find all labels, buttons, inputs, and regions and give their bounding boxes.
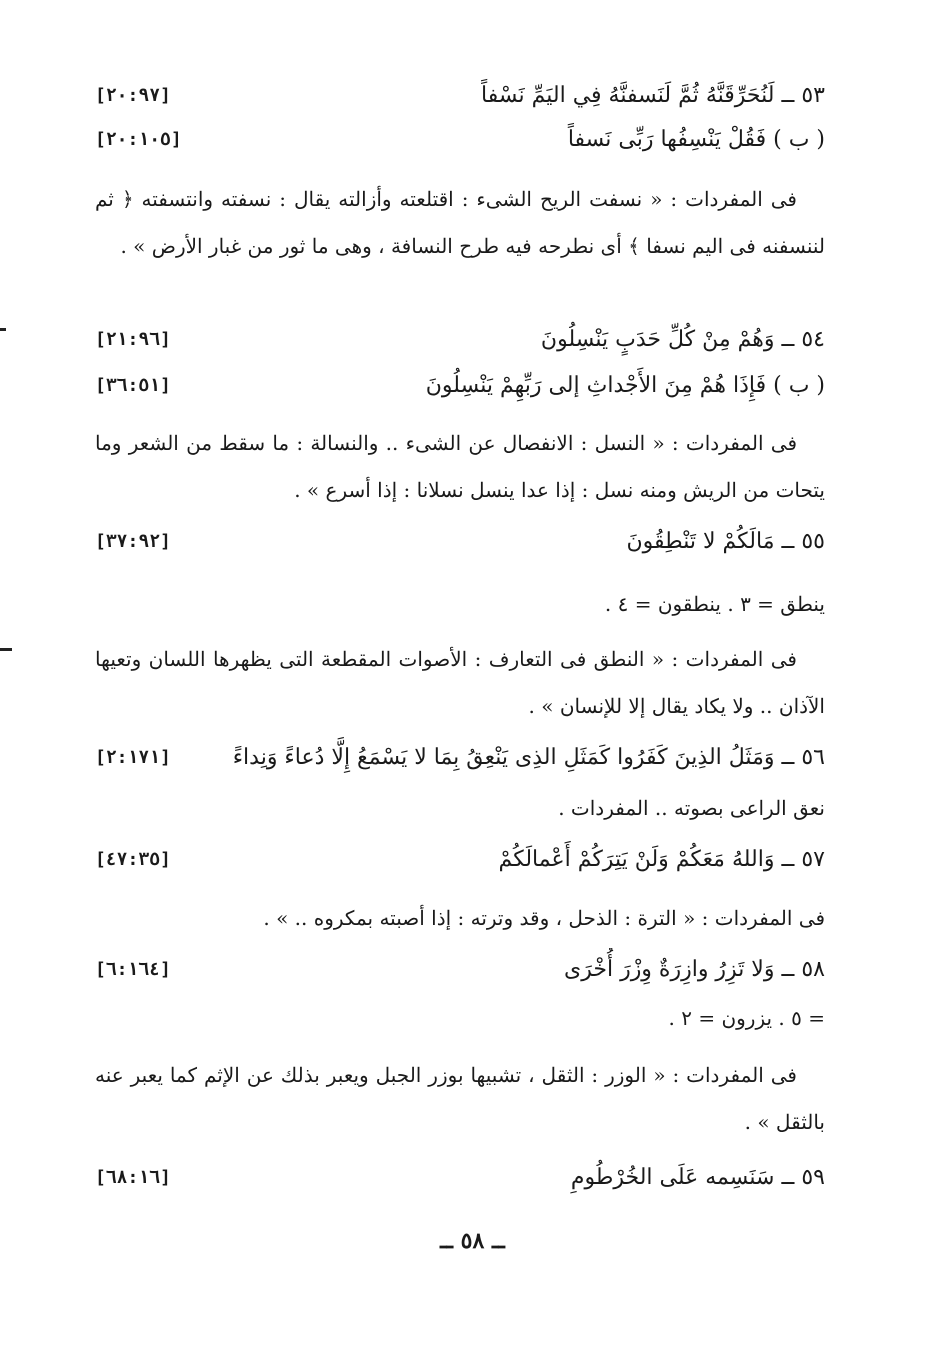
- verse-58: [95, 948, 825, 992]
- note-53: [95, 176, 825, 270]
- count-55: ينطق = ٣ . ينطقون = ٤ .: [604, 592, 825, 616]
- verse-text: ٥٥ ــ مَالَكُمْ لا تَنْطِقُونَ: [626, 529, 825, 554]
- verse-reference: [٤٧:٣٥]: [95, 849, 171, 870]
- verse-text: ( ب ) فَإِذَا هُمْ مِنَ الأَجْداثِ إلى رَبِّهِمْ يَنْسِلُونَ: [425, 373, 825, 398]
- verse-reference: [٦٨:١٦]: [95, 1167, 171, 1188]
- verse-text: ٥٩ ــ سَنَسِمه عَلَى الخُرْطُومِ: [570, 1165, 825, 1190]
- verse-text: ٥٧ ــ وَاللهُ مَعَكُمْ وَلَنْ يَتِرَكُمْ أَعْمالَكُمْ: [498, 847, 825, 872]
- scan-mark: [0, 648, 12, 651]
- verse-56: [95, 736, 825, 780]
- verse-59: [95, 1156, 825, 1200]
- verse-reference: [٣٦:٥١]: [95, 375, 171, 396]
- verse-57: [95, 838, 825, 882]
- scan-mark: [0, 328, 6, 331]
- note-54: [95, 420, 825, 514]
- verse-text: ( ب ) فَقُلْ يَنْسِفُها رَبِّى نَسفاً: [567, 127, 825, 152]
- verse-text: ٥٦ ــ وَمَثَلُ الذِينَ كَفَرُوا كَمَثَلِ الذِى يَنْعِقُ بِمَا لا يَسْمَعُ إِلَّا دُعاءً وَنِداءً: [232, 745, 825, 770]
- verse-reference: [٦:١٦٤]: [95, 959, 171, 980]
- verse-53: [95, 74, 825, 118]
- note-text: فى المفردات : « النطق فى التعارف : الأصوات المقطعة التى يظهرها اللسان وتعيها الآذان .. ولا يكاد يقال إلا للإنسان » .: [95, 647, 825, 718]
- note-text: فى المفردات : « النسل : الانفصال عن الشىء .. والنسالة : ما سقط من الشعر وما يتحات من الريش ومنه نسل : إذا عدا ينسل نسلانا : إذا أسرع » .: [95, 431, 825, 502]
- note-57: فى المفردات : « الترة : الذحل ، وقد وترته : إذا أصبته بمكروه .. » .: [263, 906, 825, 930]
- verse-reference: [٢٠:٩٧]: [95, 85, 171, 106]
- note-58: [95, 1052, 825, 1146]
- verse-reference: [٣٧:٩٢]: [95, 531, 171, 552]
- verse-53b: [95, 118, 825, 162]
- verse-reference: [٢١:٩٦]: [95, 329, 171, 350]
- page-number: ــ ٥٨ ــ: [440, 1228, 505, 1254]
- note-text: فى المفردات : « نسفت الريح الشىء : اقتلعته وأزالته يقال : نسفته وانتسفته ﴿ ثم لننسفنه فى اليم نسفا ﴾ أى نطرحه فيه طرح النسافة ، وهى ما ثور من غبار الأرض » .: [95, 187, 825, 258]
- verse-54b: [95, 364, 825, 408]
- note-text: فى المفردات : « الوزر : الثقل ، تشبيها بوزر الجبل ويعبر بذلك عن الإثم كما يعبر عنه بالثقل » .: [95, 1063, 825, 1134]
- verse-text: ٥٤ ــ وَهُمْ مِنْ كُلِّ حَدَبٍ يَنْسِلُونَ: [540, 327, 825, 352]
- note-56: نعق الراعى بصوته .. المفردات .: [558, 796, 825, 820]
- verse-reference: [٢:١٧١]: [95, 747, 171, 768]
- count-58: = ٥ . يزرون = ٢ .: [668, 1006, 825, 1030]
- verse-54: [95, 318, 825, 362]
- verse-reference: [٢٠:١٠٥]: [95, 129, 182, 150]
- verse-text: ٥٣ ــ لَنُحَرِّقَنَّهُ ثُمَّ لَنَسفنَّهُ فِي اليَمِّ نَسْفاً: [481, 83, 825, 108]
- verse-text: ٥٨ ــ وَلا تَزِرُ وازِرَةٌ وِزْرَ أُخْرَى: [564, 957, 825, 982]
- note-55: [95, 636, 825, 730]
- verse-55: [95, 520, 825, 564]
